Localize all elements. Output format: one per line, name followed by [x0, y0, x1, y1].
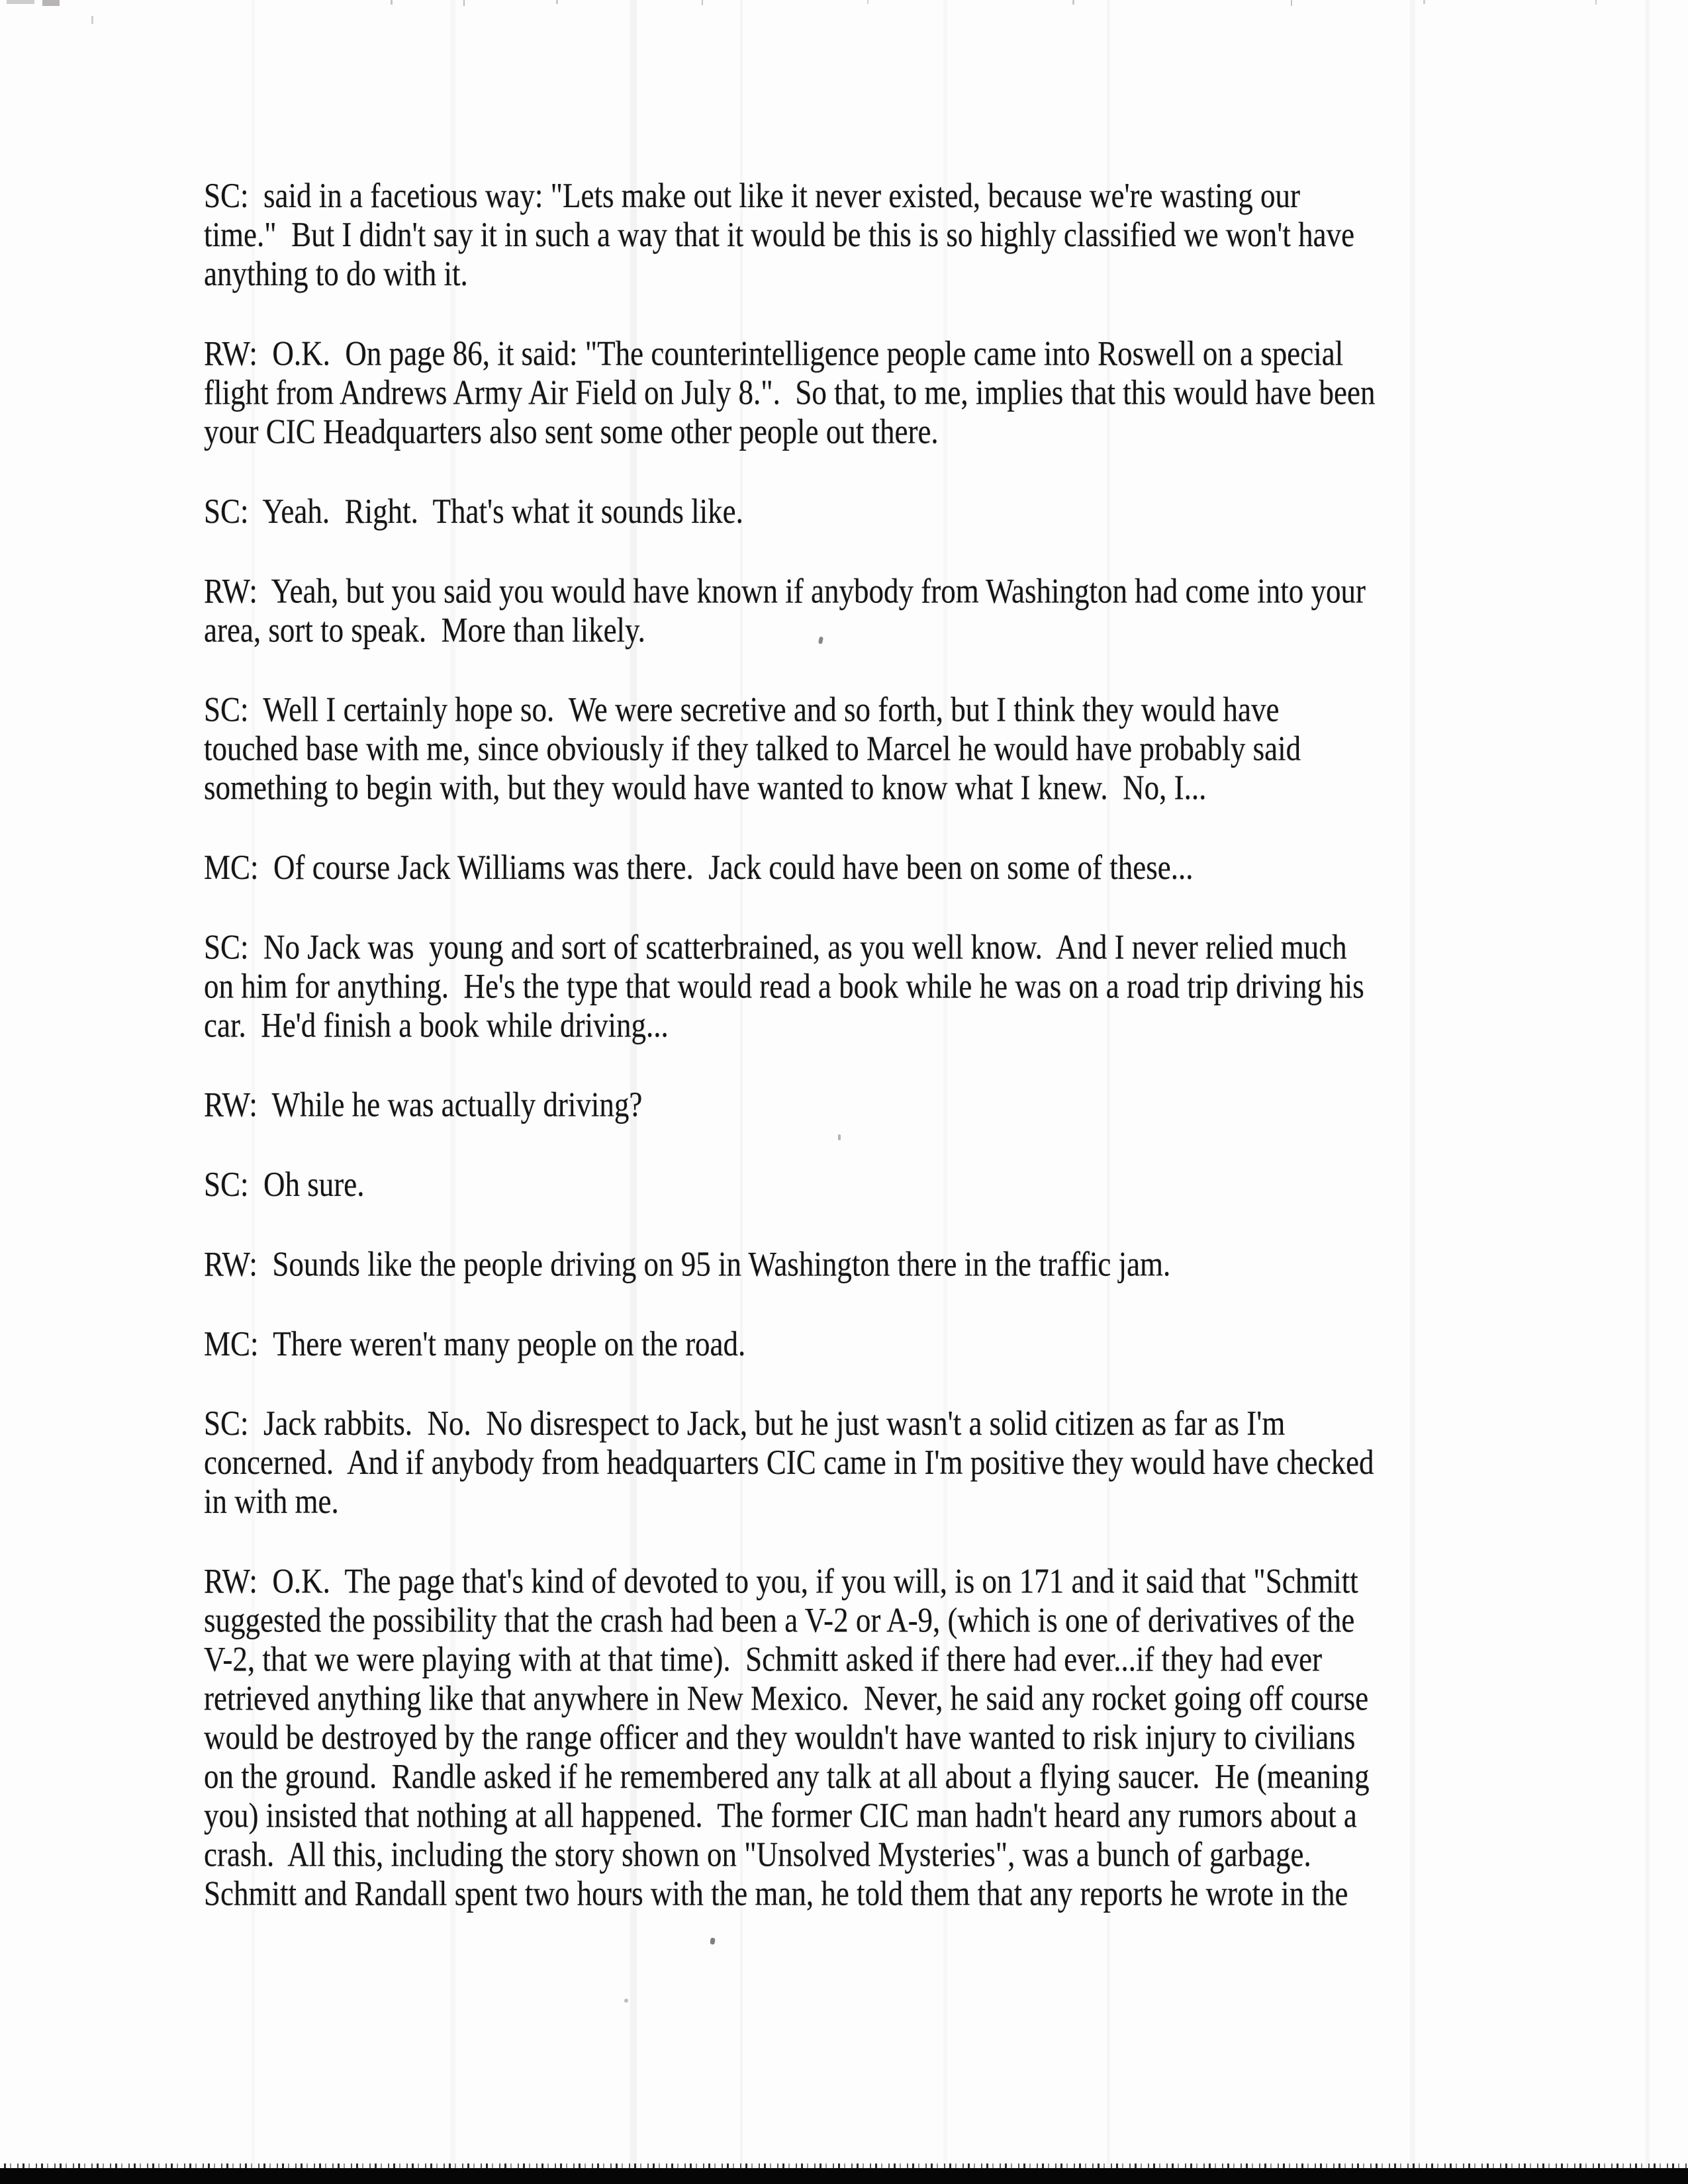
transcript-paragraph	[204, 176, 1568, 293]
text-line: on him for anything. He's the type that would read a book while he was on a road trip driving his	[204, 966, 1364, 1006]
text-line: RW: O.K. On page 86, it said: "The counterintelligence people came into Roswell on a special	[204, 334, 1344, 373]
text-line: SC: said in a facetious way: "Lets make out like it never existed, because we're wasting our	[204, 176, 1300, 215]
scan-noise-mark	[463, 0, 465, 6]
transcript-paragraph	[204, 848, 1568, 887]
transcript	[204, 176, 1568, 1954]
text-line: SC: Jack rabbits. No. No disrespect to Jack, but he just wasn't a solid citizen as far as I'm	[204, 1403, 1286, 1443]
scan-noise-mark	[91, 16, 93, 24]
text-line: in with me.	[204, 1481, 339, 1521]
text-line: concerned. And if anybody from headquarters CIC came in I'm positive they would have checked	[204, 1442, 1374, 1482]
text-line: you) insisted that nothing at all happened. The former CIC man hadn't heard any rumors about a	[204, 1796, 1357, 1835]
scan-speck	[624, 1999, 628, 2003]
text-line: SC: Oh sure.	[204, 1164, 365, 1204]
text-line: RW: O.K. The page that's kind of devoted to you, if you will, is on 171 and it said that "Schmitt	[204, 1561, 1358, 1601]
transcript-paragraph	[204, 1165, 1568, 1204]
text-line: RW: Sounds like the people driving on 95 in Washington there in the traffic jam.	[204, 1244, 1171, 1284]
text-line: your CIC Headquarters also sent some other people out there.	[204, 412, 939, 451]
transcript-paragraph	[204, 571, 1568, 649]
text-line: SC: Well I certainly hope so. We were secretive and so forth, but I think they would have	[204, 690, 1280, 729]
transcript-paragraph	[204, 927, 1568, 1044]
scan-noise-mark	[556, 0, 558, 4]
scan-noise-mark	[1595, 0, 1597, 5]
text-line: touched base with me, since obviously if they talked to Marcel he would have probably said	[204, 729, 1301, 768]
transcript-paragraph	[204, 1404, 1568, 1521]
text-line: time." But I didn't say it in such a way that it would be this is so highly classified we won't have	[204, 215, 1355, 254]
scan-noise-mark	[702, 0, 703, 5]
text-line: car. He'd finish a book while driving...	[204, 1005, 669, 1045]
scan-noise-mark	[1072, 0, 1074, 5]
text-line: suggested the possibility that the crash had been a V-2 or A-9, (which is one of derivatives of the	[204, 1600, 1355, 1640]
text-line: something to begin with, but they would have wanted to know what I knew. No, I...	[204, 768, 1207, 807]
scanner-streak	[1646, 0, 1650, 2184]
transcript-paragraph	[204, 1324, 1568, 1363]
text-line: would be destroyed by the range officer and they wouldn't have wanted to risk injury to civilians	[204, 1717, 1356, 1757]
bottom-scan-bar	[0, 2168, 1688, 2184]
text-line: SC: No Jack was young and sort of scatterbrained, as you well know. And I never relied much	[204, 927, 1347, 967]
text-line: retrieved anything like that anywhere in New Mexico. Never, he said any rocket going off course	[204, 1678, 1369, 1718]
scan-noise-mark	[391, 0, 393, 5]
text-line: area, sort to speak. More than likely.	[204, 610, 645, 650]
text-line: V-2, that we were playing with at that time). Schmitt asked if there had ever...if they had ever	[204, 1639, 1323, 1679]
text-line: MC: There weren't many people on the road.	[204, 1324, 746, 1363]
scan-noise-mark	[1423, 0, 1425, 4]
text-line: flight from Andrews Army Air Field on July 8.". So that, to me, implies that this would have been	[204, 373, 1376, 412]
transcript-paragraph	[204, 1561, 1568, 1913]
scan-noise-mark	[42, 0, 60, 6]
text-line: crash. All this, including the story shown on "Unsolved Mysteries", was a bunch of garbage.	[204, 1835, 1311, 1874]
transcript-paragraph	[204, 334, 1568, 451]
transcript-paragraph	[204, 492, 1568, 531]
transcript-paragraph	[204, 1085, 1568, 1124]
text-line: SC: Yeah. Right. That's what it sounds like.	[204, 491, 743, 531]
scan-noise-mark	[1291, 0, 1292, 6]
transcript-paragraph	[204, 690, 1568, 807]
text-line: MC: Of course Jack Williams was there. Jack could have been on some of these...	[204, 847, 1194, 887]
text-line: on the ground. Randle asked if he remembered any talk at all about a flying saucer. He (meaning	[204, 1756, 1370, 1796]
text-line: RW: While he was actually driving?	[204, 1085, 643, 1124]
text-line: anything to do with it.	[204, 254, 468, 293]
text-line: Schmitt and Randall spent two hours with the man, he told them that any reports he wrote in the	[204, 1874, 1348, 1913]
scan-noise-mark	[7, 0, 34, 4]
text-line: RW: Yeah, but you said you would have known if anybody from Washington had come into your	[204, 571, 1366, 611]
scan-noise-mark	[867, 0, 868, 4]
transcript-paragraph	[204, 1244, 1568, 1283]
